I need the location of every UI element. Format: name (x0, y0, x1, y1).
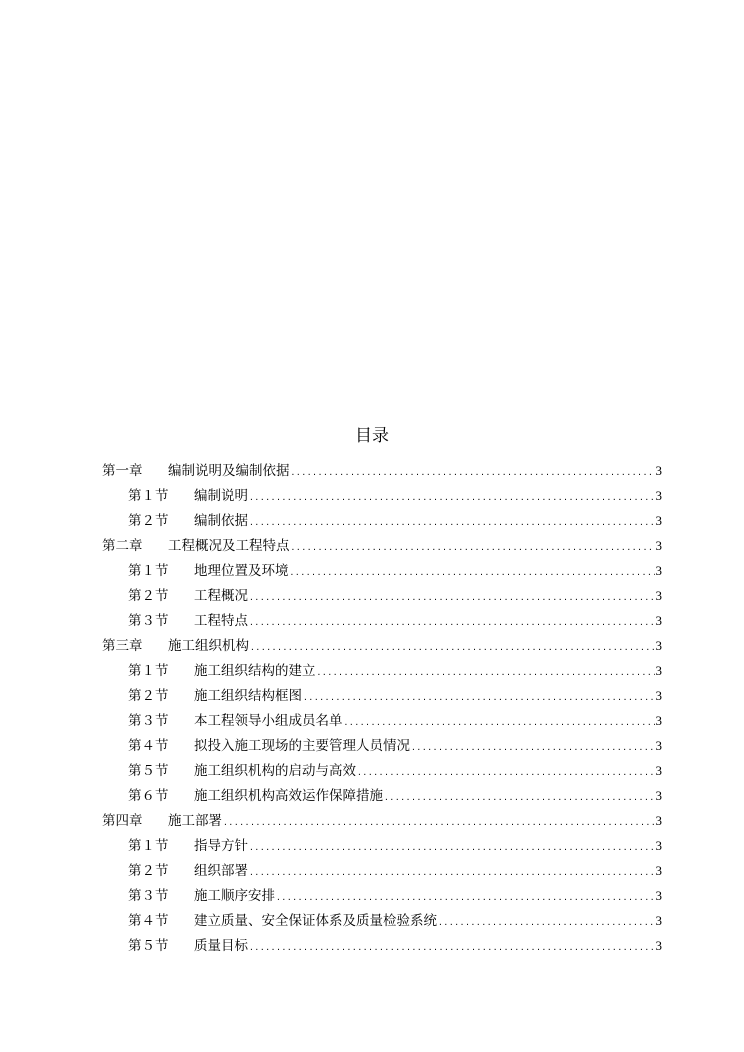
toc-entry-number: 第４节 (128, 738, 169, 754)
dot-leader (317, 660, 655, 685)
dot-leader (249, 585, 655, 610)
toc-chapter-entry[interactable] (102, 808, 662, 833)
dot-leader (291, 535, 655, 560)
toc-section-entry[interactable] (102, 783, 662, 808)
toc-entry-page-number: 3 (655, 938, 662, 953)
toc-entry-page-number: 3 (655, 863, 662, 878)
dot-leader (249, 935, 655, 960)
toc-entry-page-number: 3 (655, 838, 662, 853)
dot-leader (223, 810, 655, 835)
toc-title: 目录 (355, 426, 389, 446)
toc-entry-title: 拟投入施工现场的主要管理人员情况 (194, 738, 410, 754)
toc-entry-number: 第６节 (128, 788, 169, 804)
toc-entry-page-number: 3 (655, 763, 662, 778)
dot-leader (290, 560, 655, 585)
toc-entry-title: 工程概况 (194, 588, 248, 604)
toc-entry-title: 质量目标 (194, 938, 248, 954)
toc-entry-page-number: 3 (655, 638, 662, 653)
toc-entry-page-number: 3 (655, 488, 662, 503)
toc-entry-title: 施工顺序安排 (194, 888, 275, 904)
toc-entry-page-number: 3 (655, 663, 662, 678)
dot-leader (249, 510, 655, 535)
toc-entry-title: 施工组织机构的启动与高效 (194, 763, 356, 779)
dot-leader (291, 460, 655, 485)
toc-entry-title: 地理位置及环境 (194, 563, 289, 579)
toc-section-entry[interactable] (102, 933, 662, 958)
toc-entry-number: 第四章 (102, 813, 143, 829)
toc-entry-title: 施工组织机构高效运作保障措施 (194, 788, 383, 804)
toc-entry-number: 第１节 (128, 563, 169, 579)
toc-entry-title: 组织部署 (194, 863, 248, 879)
toc-section-entry[interactable] (102, 608, 662, 633)
toc-section-entry[interactable] (102, 558, 662, 583)
toc-section-entry[interactable] (102, 708, 662, 733)
toc-entry-title: 工程概况及工程特点 (168, 538, 290, 554)
toc-section-entry[interactable] (102, 483, 662, 508)
toc-entry-page-number: 3 (655, 713, 662, 728)
dot-leader (303, 685, 655, 710)
dot-leader (384, 785, 655, 810)
toc-entry-number: 第２节 (128, 688, 169, 704)
toc-section-entry[interactable] (102, 658, 662, 683)
toc-chapter-entry[interactable] (102, 633, 662, 658)
toc-entry-title: 编制说明及编制依据 (168, 463, 290, 479)
dot-leader (438, 910, 655, 935)
toc-section-entry[interactable] (102, 758, 662, 783)
toc-entry-number: 第２节 (128, 588, 169, 604)
toc-entry-page-number: 3 (655, 513, 662, 528)
toc-entry-page-number: 3 (655, 913, 662, 928)
toc-entry-number: 第２节 (128, 513, 169, 529)
toc-entry-number: 第一章 (102, 463, 143, 479)
toc-section-entry[interactable] (102, 583, 662, 608)
toc-chapter-entry[interactable] (102, 533, 662, 558)
dot-leader (344, 710, 655, 735)
toc-section-entry[interactable] (102, 908, 662, 933)
toc-entry-title: 编制依据 (194, 513, 248, 529)
toc-entry-title: 指导方针 (194, 838, 248, 854)
toc-entry-number: 第３节 (128, 613, 169, 629)
toc-entry-title: 施工部署 (168, 813, 222, 829)
toc-entry-number: 第４节 (128, 913, 169, 929)
toc-section-entry[interactable] (102, 883, 662, 908)
toc-entry-title: 施工组织结构框图 (194, 688, 302, 704)
dot-leader (249, 485, 655, 510)
toc-section-entry[interactable] (102, 683, 662, 708)
toc-entry-page-number: 3 (655, 588, 662, 603)
toc-entry-page-number: 3 (655, 788, 662, 803)
dot-leader (411, 735, 655, 760)
dot-leader (276, 885, 655, 910)
toc-entry-title: 施工组织机构 (168, 638, 249, 654)
toc-chapter-entry[interactable] (102, 458, 662, 483)
toc-section-entry[interactable] (102, 833, 662, 858)
dot-leader (249, 860, 655, 885)
toc-entry-page-number: 3 (655, 613, 662, 628)
toc-section-entry[interactable] (102, 858, 662, 883)
toc-entry-title: 工程特点 (194, 613, 248, 629)
toc-entry-number: 第３节 (128, 888, 169, 904)
toc-section-entry[interactable] (102, 733, 662, 758)
toc-section-entry[interactable] (102, 508, 662, 533)
toc-entry-title: 本工程领导小组成员名单 (194, 713, 343, 729)
toc-entry-page-number: 3 (655, 563, 662, 578)
toc-entry-number: 第５节 (128, 938, 169, 954)
toc-entry-number: 第１节 (128, 663, 169, 679)
toc-entry-number: 第二章 (102, 538, 143, 554)
toc-entry-page-number: 3 (655, 888, 662, 903)
dot-leader (249, 610, 655, 635)
toc-entry-number: 第１节 (128, 488, 169, 504)
dot-leader (357, 760, 655, 785)
toc-entry-number: 第１节 (128, 838, 169, 854)
toc-entry-number: 第３节 (128, 713, 169, 729)
toc-entry-page-number: 3 (655, 738, 662, 753)
toc-entry-title: 建立质量、安全保证体系及质量检验系统 (194, 913, 437, 929)
toc-entry-title: 施工组织结构的建立 (194, 663, 316, 679)
toc-entry-page-number: 3 (655, 813, 662, 828)
toc-list (102, 458, 662, 958)
toc-entry-title: 编制说明 (194, 488, 248, 504)
toc-entry-number: 第５节 (128, 763, 169, 779)
toc-entry-page-number: 3 (655, 538, 662, 553)
toc-entry-page-number: 3 (655, 688, 662, 703)
dot-leader (250, 635, 655, 660)
toc-entry-number: 第２节 (128, 863, 169, 879)
toc-entry-number: 第三章 (102, 638, 143, 654)
toc-entry-page-number: 3 (655, 463, 662, 478)
dot-leader (249, 835, 655, 860)
